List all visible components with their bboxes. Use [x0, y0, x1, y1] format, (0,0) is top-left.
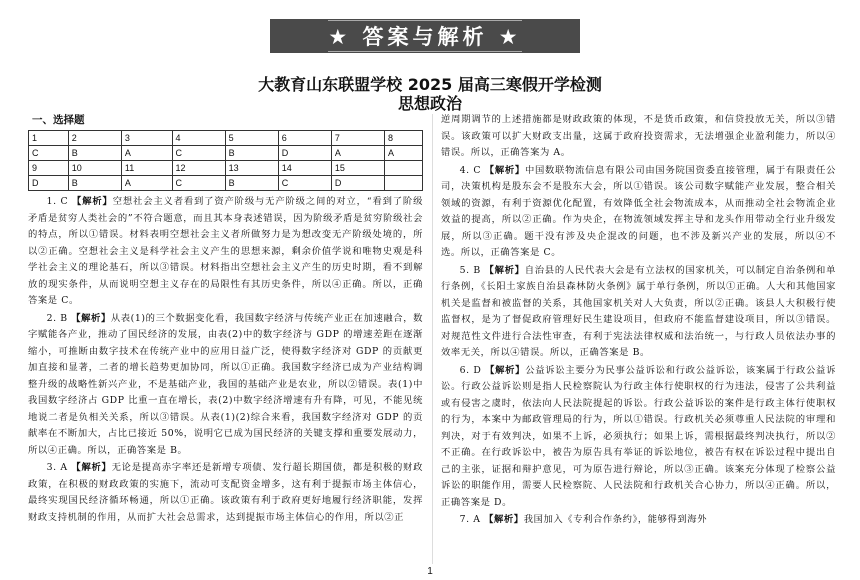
table-cell: D — [29, 176, 69, 191]
analysis-tag: 【解析】 — [484, 514, 524, 525]
question-number: 5. B — [459, 264, 481, 276]
table-cell: A — [121, 146, 172, 161]
analysis-tag: 【解析】 — [484, 164, 525, 176]
table-row — [29, 176, 423, 191]
explanation-text: 空想社会主义者看到了资产阶级与无产阶级之间的对立，“看到了阶级矛盾是贫穷人类社会的”不符合题意，而且其本身表述错误，因为阶级矛盾是贫穷阶级社会的特点，所以①错误。材料表明空想社会主义者所做努力是为想改变无产阶级处境的，所以②正确。空想社会主义是科学社会主义产生的思想来源，剩余价值学说和唯物史观是科学社会主义的理论基石，所以③错误。材料指出空想社会主义产生的历史时期，看不到解放的现实条件，从而说明空想主义存在的局限性有其历史条件，所以④正确。所以，正确答案是 C。 — [28, 196, 423, 306]
table-cell: 9 — [29, 161, 69, 176]
explanation-q2 — [28, 311, 423, 460]
table-cell: 10 — [68, 161, 121, 176]
explanation-q4 — [441, 163, 836, 262]
table-cell: 11 — [121, 161, 172, 176]
question-number: 4. C — [459, 164, 482, 176]
table-cell: B — [68, 146, 121, 161]
table-cell: A — [121, 176, 172, 191]
table-cell: 12 — [172, 161, 225, 176]
answer-table — [28, 130, 423, 191]
table-cell: 6 — [278, 131, 331, 146]
explanation-text: 从表(1)的三个数据变化看，我国数字经济与传统产业正在加速融合，数字赋能各产业，推动了国民经济的发展，由表(2)中的数字经济与 GDP 的增速差距在逐渐缩小，可推断由数字技术在传统产业中的应用日益广泛，使得数字经济对 GDP 的贡献更加直接和显著，二者的增长趋势更加协同，所以①正确。我国数字经济已成为产业结构调整升级的战略性新兴产业，不是基础产业，我国的基础产业是农业，所以②错误。表(1)中我国数字经济占 GDP 比重一直在增长，表(2)中数字经济增速有升有降，可见，不能见统地说二者是负相关关系，所以③错误。从表(1)(2)综合来看，我国数字经济对 GDP 的贡献率在不断加大，占比已接近 50%，说明它已成为国民经济的关键支撑和重要发展动力，所以④正确。所以，正确答案是 B。 — [28, 312, 423, 456]
table-cell: 14 — [278, 161, 331, 176]
document-subject: 思想政治 — [397, 94, 462, 113]
table-cell: A — [331, 146, 384, 161]
table-row — [29, 146, 423, 161]
question-number: 3. A — [46, 462, 68, 473]
question-number: 1. C — [46, 196, 69, 207]
table-cell: C — [278, 176, 331, 191]
table-cell: 5 — [225, 131, 278, 146]
question-number: 7. A — [459, 514, 481, 525]
table-cell: 3 — [121, 131, 172, 146]
question-number: 6. D — [459, 364, 482, 376]
table-cell: 2 — [68, 131, 121, 146]
table-cell: 4 — [172, 131, 225, 146]
analysis-tag: 【解析】 — [71, 462, 112, 473]
document-title: 大教育山东联盟学校 2025 届高三寒假开学检测 — [258, 75, 602, 94]
table-cell: 1 — [29, 131, 69, 146]
explanation-q6 — [441, 363, 836, 512]
analysis-tag: 【解析】 — [484, 264, 525, 276]
table-cell: B — [225, 176, 278, 191]
table-cell: B — [225, 146, 278, 161]
table-cell: D — [278, 146, 331, 161]
table-cell: 7 — [331, 131, 384, 146]
question-number: 2. B — [46, 312, 68, 324]
table-cell: 13 — [225, 161, 278, 176]
table-cell — [385, 176, 423, 191]
table-row — [29, 131, 423, 146]
banner-text: ★ 答案与解析 ★ — [328, 20, 521, 52]
table-cell: C — [172, 176, 225, 191]
table-cell: B — [68, 176, 121, 191]
explanation-text: 我国加入《专利合作条约》，能够得到海外 — [523, 514, 708, 525]
explanation-text: 中国数联物流信息有限公司由国务院国资委直接管理，属于有限责任公司，决策机构是股东会不是股东大会，所以①错误。该公司数字赋能产业发展，整合相关领域的资源，有利于资源优化配置，有效降低全社会物流成本，从而推动全社会物流企业效益的提高，所以②正确。作为央企，在物流领域发挥主导和龙头作用带动全行业升级发展，所以③正确。题干没有涉及央企混改的问题，也不涉及新兴产业的发展，所以④不选。所以，正确答案是 C。 — [441, 164, 836, 258]
analysis-tag: 【解析】 — [485, 364, 526, 376]
explanation-q1 — [28, 194, 423, 310]
column-divider — [432, 114, 433, 564]
explanation-text: 自治县的人民代表大会是有立法权的国家机关，可以制定自治条例和单行条例，《长阳土家族自治县森林防火条例》属于单行条例，所以①正确。人大和其他国家机关是监督和被监督的关系，其他国家机关对人大负责，所以②正确。该县人大积极行使监督权，是为了督促政府管理好民生建设项目，但政府不能监督建设项目，所以③错误。对规范性文件进行合法性审查，有利于宪法法律权威和法治统一，与行政人员依法办事的效率无关，所以④错误。所以，正确答案是 B。 — [441, 264, 837, 358]
page-number: 1 — [427, 566, 433, 577]
table-cell: A — [385, 146, 423, 161]
explanation-q5 — [441, 263, 836, 362]
explanation-q7 — [441, 512, 836, 529]
answer-banner — [270, 19, 580, 53]
explanation-text: 无论是提高赤字率还是新增专项债、发行超长期国债，都是积极的财政政策，在积极的财政政策的实施下，流动可支配资金增多，这有利于提振市场主体信心，最终实现国民经济循环畅通，所以①正确。该政策有利于政府更好地履行经济职能，发挥财政支持机制的作用，从而扩大社会总需求，达到提振市场主体信心的作用，所以②正 — [28, 462, 423, 523]
right-column — [441, 112, 836, 530]
table-cell — [385, 161, 423, 176]
table-cell: 15 — [331, 161, 384, 176]
section-heading: 一、选择题 — [32, 114, 85, 126]
table-row — [29, 161, 423, 176]
left-column — [28, 113, 423, 527]
explanation-text: 公益诉讼主要分为民事公益诉讼和行政公益诉讼，该案属于行政公益诉讼。行政公益诉讼则是指人民检察院认为行政主体行使职权的行为违法，侵害了公共利益或有侵害之虞时，依法向人民法院提起的诉讼。行政公益诉讼的案件是行政主体行使职权的行为，本案中为邮政管理局的行为，所以①错误。行政机关必须尊重人民法院的审理和判决，对于有效判决，如果不上诉，必须执行；如果上诉，需根据最终判决执行，所以②不正确。在行政诉讼中，被告为原告具有举证的诉讼地位，被告有权在诉讼过程中提出自己的主张，证据和辩护意见，可为原告进行辩论，所以③正确。该案充分体现了检察公益诉讼的职能作用，需要人民检察院、人民法院和行政机关合心协力，所以④正确。所以，正确答案是 D。 — [441, 364, 836, 508]
analysis-tag: 【解析】 — [72, 196, 113, 207]
table-cell: C — [172, 146, 225, 161]
explanation-q3-continued: 逆周期调节的上述措施都是财政政策的体现，不是货币政策，和信贷投放无关，所以③错误。该政策可以扩大财政支出量，这属于政府投资需求，无法增强企业盈利能力，所以④错误。所以，正确答案为 A。 — [441, 114, 836, 158]
table-cell: 8 — [385, 131, 423, 146]
table-cell: C — [29, 146, 69, 161]
explanation-q3 — [28, 460, 423, 526]
analysis-tag: 【解析】 — [71, 312, 111, 324]
table-cell: D — [331, 176, 384, 191]
